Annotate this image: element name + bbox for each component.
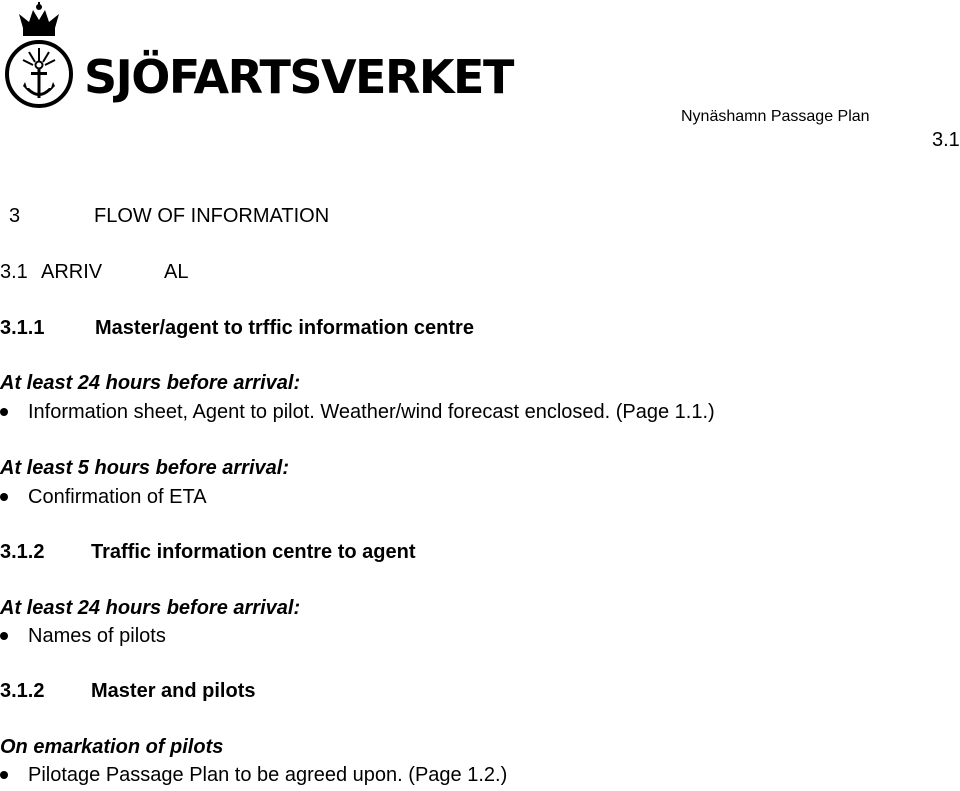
list-item (0, 763, 507, 787)
block-title: Master/agent to trffic information centre (95, 317, 474, 339)
logo-text: SJÖFARTSVERKET (84, 50, 513, 104)
subsection-number: 3.1 (0, 261, 28, 283)
document-title: Nynäshamn Passage Plan (681, 108, 870, 125)
bullet-icon (0, 493, 8, 501)
subsection-title-part2: AL (164, 261, 189, 283)
block-title: Traffic information centre to agent (91, 541, 416, 563)
list-item-text: Confirmation of ETA (28, 486, 207, 508)
bullet-icon (0, 771, 8, 779)
timing-label: On emarkation of pilots (0, 736, 224, 758)
bullet-icon (0, 632, 8, 640)
list-item (0, 400, 715, 424)
block-number: 3.1.2 (0, 680, 45, 702)
block-number: 3.1.2 (0, 541, 45, 563)
list-item-text: Pilotage Passage Plan to be agreed upon. (Page 1.2.) (28, 764, 508, 786)
section-title: FLOW OF INFORMATION (94, 205, 330, 227)
crown-anchor-emblem-icon (3, 2, 75, 112)
section-number: 3 (9, 205, 21, 227)
list-item (0, 624, 166, 648)
block-number: 3.1.1 (0, 317, 45, 339)
timing-label: At least 5 hours before arrival: (0, 457, 289, 479)
block-title: Master and pilots (91, 680, 256, 702)
list-item (0, 485, 207, 509)
list-item-text: Information sheet, Agent to pilot. Weather/wind forecast enclosed. (Page 1.1.) (28, 401, 715, 423)
bullet-icon (0, 408, 8, 416)
timing-label: At least 24 hours before arrival: (0, 597, 301, 619)
timing-label: At least 24 hours before arrival: (0, 372, 301, 394)
list-item-text: Names of pilots (28, 625, 166, 647)
page-number: 3.1 (932, 129, 960, 151)
subsection-title-part1: ARRIV (41, 261, 103, 283)
